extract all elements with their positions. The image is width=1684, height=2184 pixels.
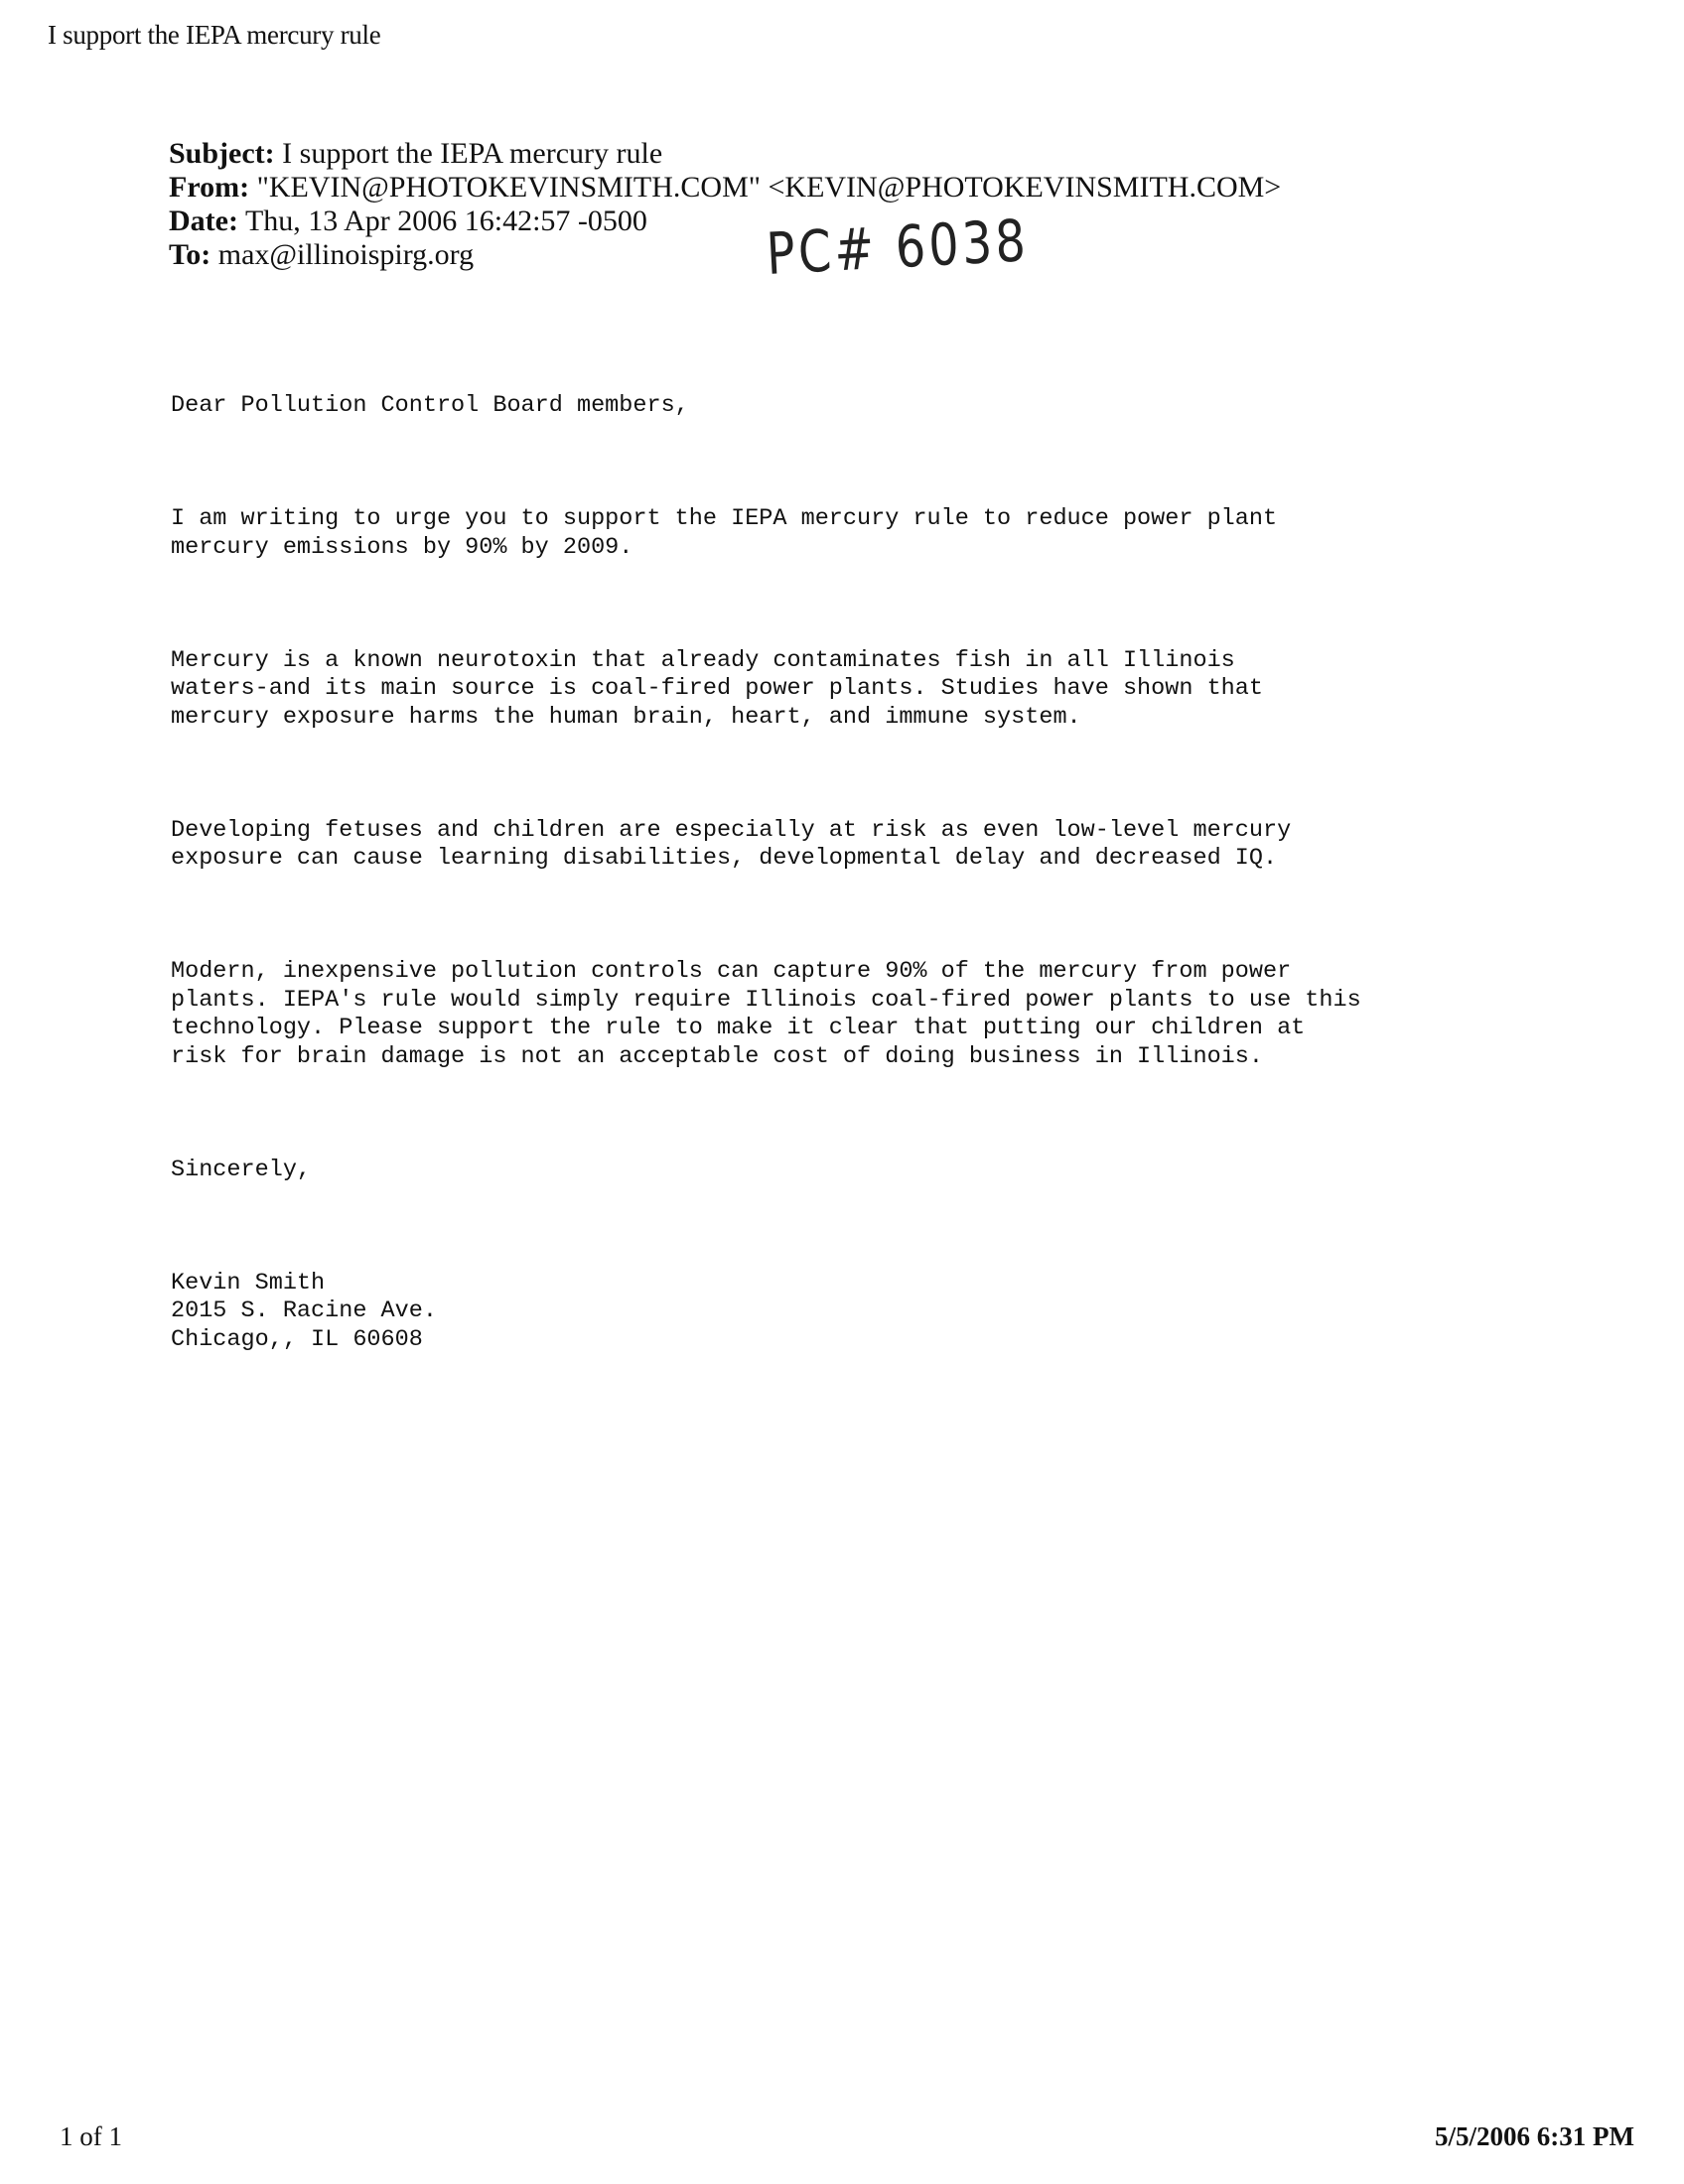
from-label: From: xyxy=(169,171,250,204)
to-row xyxy=(169,238,1281,272)
email-body xyxy=(171,336,1361,1411)
printed-timestamp: 5/5/2006 6:31 PM xyxy=(1435,2121,1634,2151)
from-row xyxy=(169,171,1281,205)
signature-block: Kevin Smith 2015 S. Racine Ave. Chicago,, IL 60608 xyxy=(171,1269,437,1353)
from-value: "KEVIN@PHOTOKEVINSMITH.COM" <KEVIN@PHOTOKEVINSMITH.COM> xyxy=(256,171,1282,204)
closing: Sincerely, xyxy=(171,1156,312,1183)
page-header-title: I support the IEPA mercury rule xyxy=(48,20,381,50)
body-paragraph-2: Mercury is a known neurotoxin that already contaminates fish in all Illinois waters-and its main source is coal-fired power plants. Studies have shown that mercury exposure harms the human brain, heart, and immune system. xyxy=(171,646,1263,731)
body-paragraph-4: Modern, inexpensive pollution controls can capture 90% of the mercury from power plants. IEPA's rule would simply require Illinois coal-fired power plants to use this technology. Please support the rule to make it clear that putting our children at risk for brain damage is not an acceptable cost of doing business in Illinois. xyxy=(171,958,1361,1070)
email-header xyxy=(169,137,1281,272)
page-number: 1 of 1 xyxy=(60,2121,122,2151)
subject-label: Subject: xyxy=(169,137,275,170)
handwritten-pc-number-stamp: PC# 6038 xyxy=(765,206,1031,288)
body-paragraph-3: Developing fetuses and children are especially at risk as even low-level mercury exposure can cause learning disabilities, developmental delay and decreased IQ. xyxy=(171,816,1292,872)
subject-value: I support the IEPA mercury rule xyxy=(282,137,663,170)
date-label: Date: xyxy=(169,205,238,237)
body-paragraph-1: I am writing to urge you to support the IEPA mercury rule to reduce power plant mercury emissions by 90% by 2009. xyxy=(171,505,1278,561)
subject-row xyxy=(169,137,1281,171)
date-value: Thu, 13 Apr 2006 16:42:57 -0500 xyxy=(244,205,647,237)
to-label: To: xyxy=(169,238,211,271)
greeting: Dear Pollution Control Board members, xyxy=(171,392,689,419)
to-value: max@illinoispirg.org xyxy=(217,238,475,271)
date-row xyxy=(169,205,1281,238)
